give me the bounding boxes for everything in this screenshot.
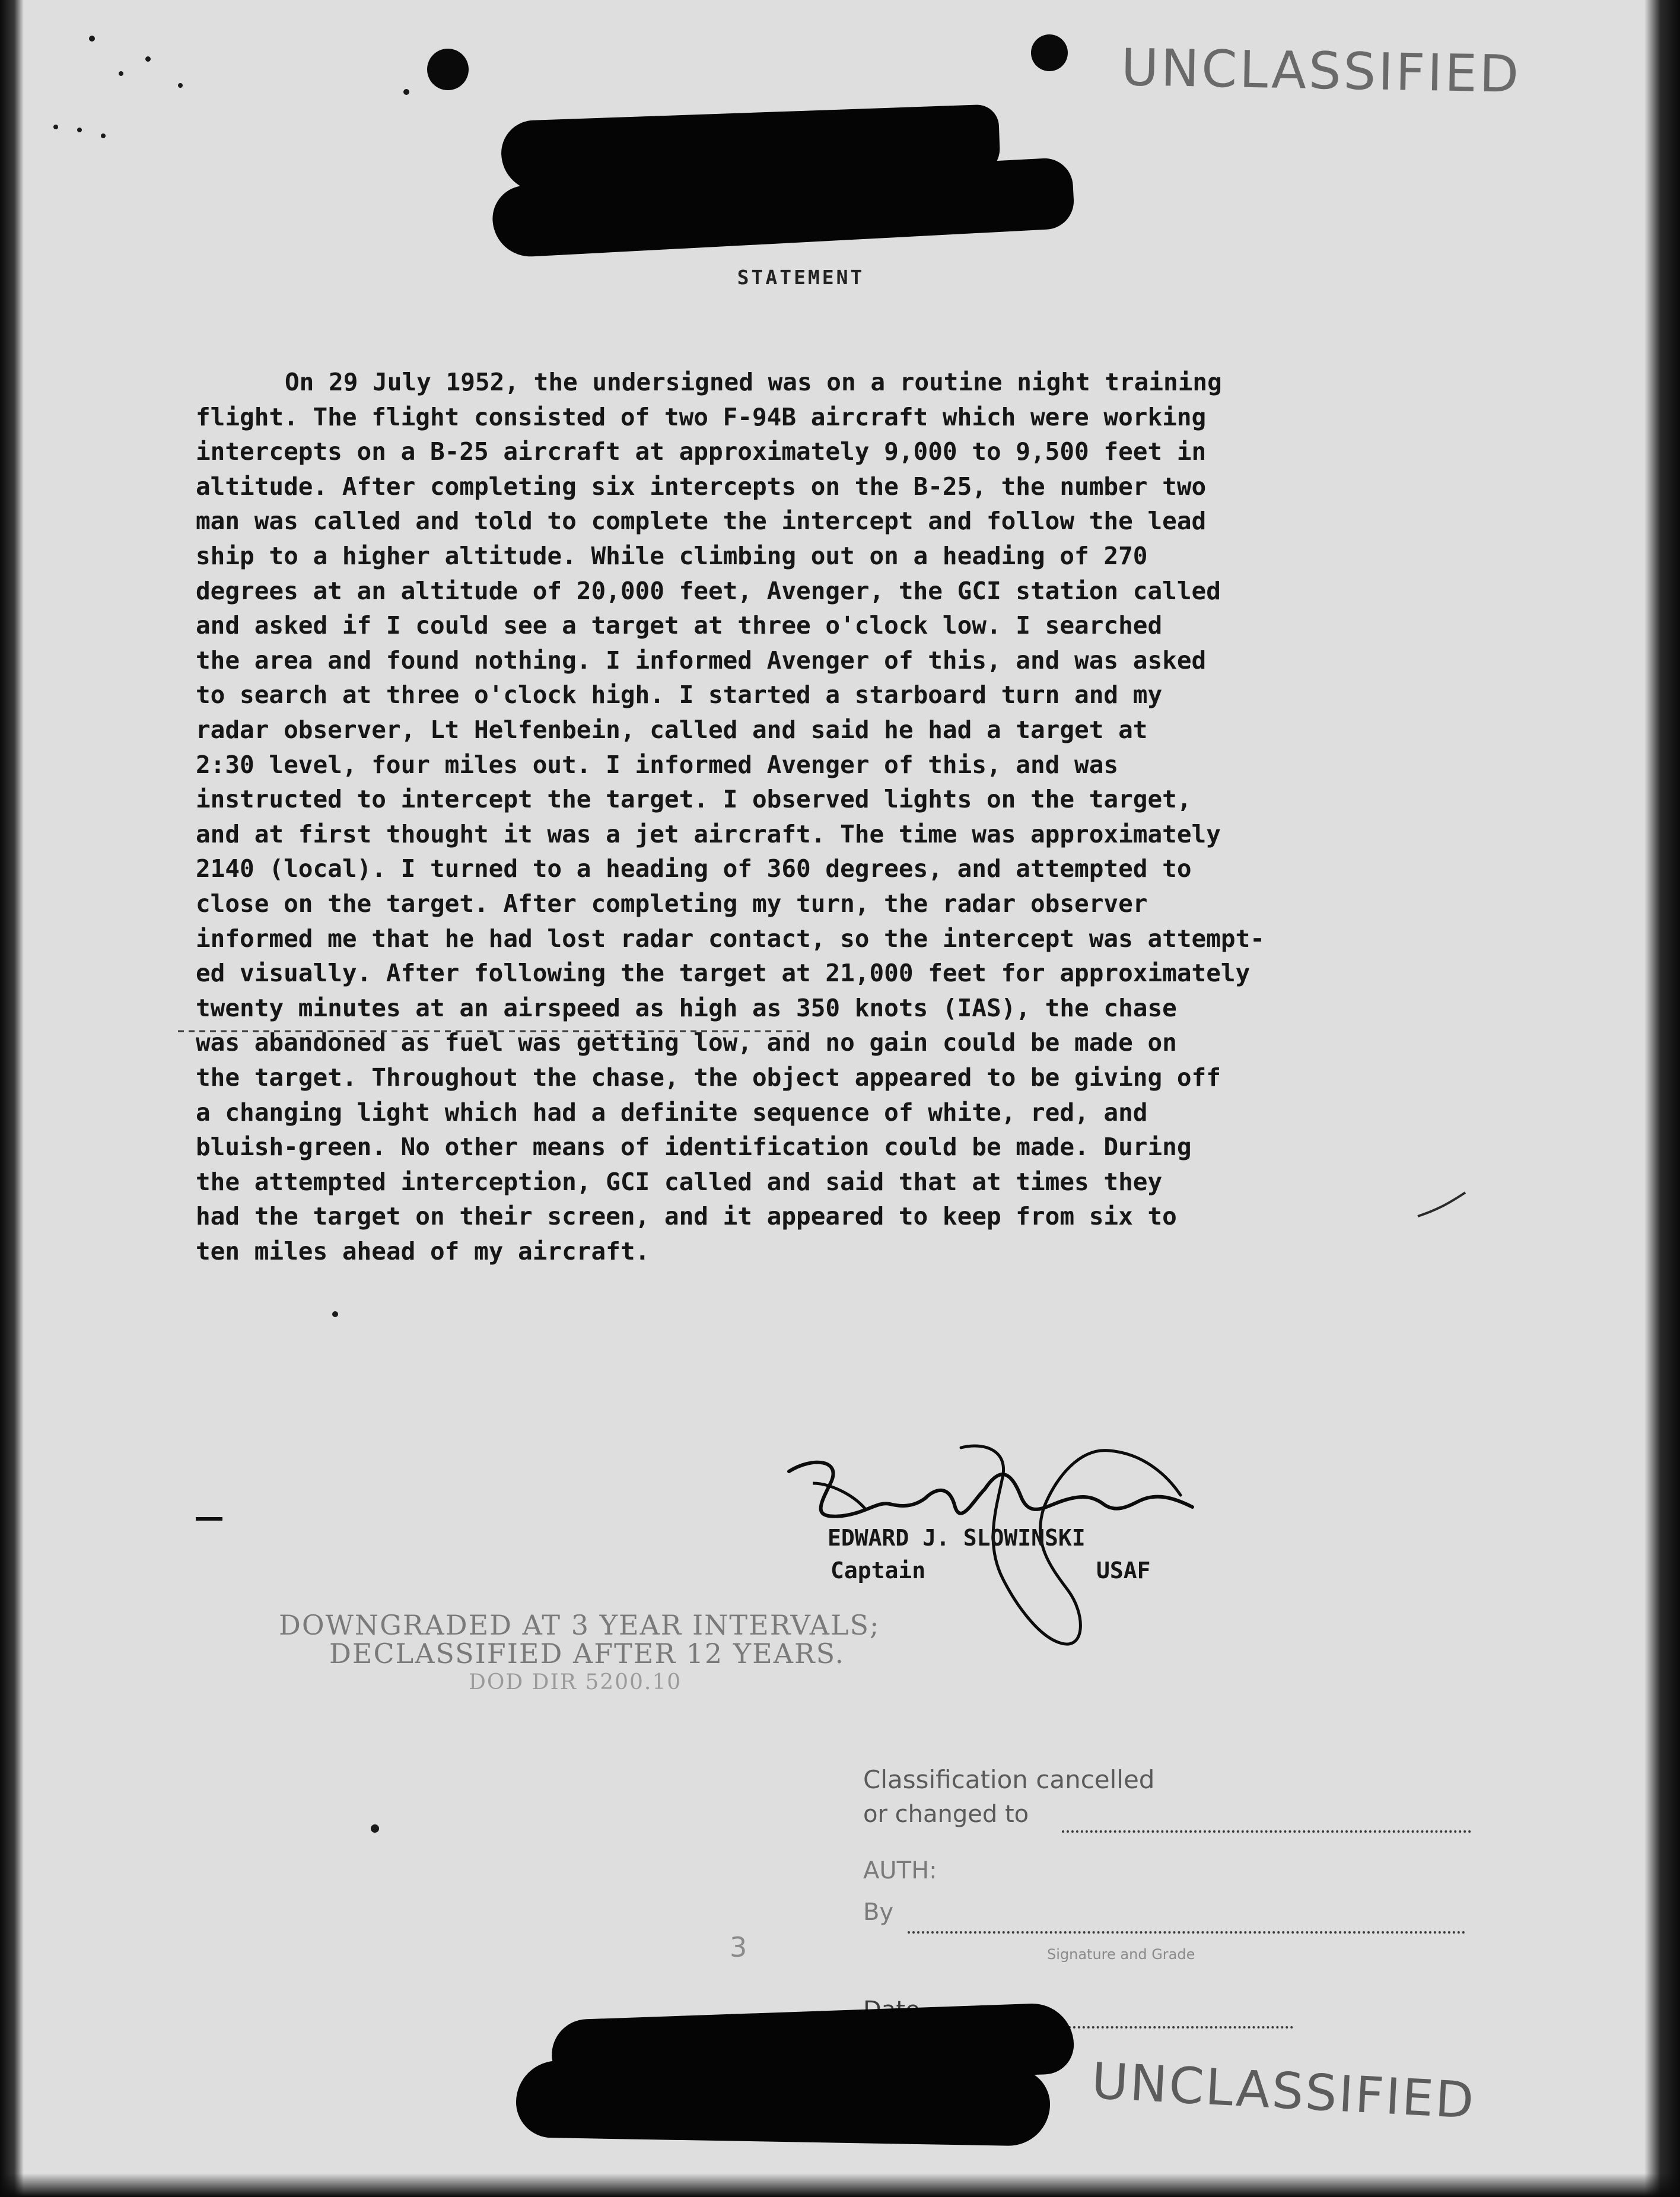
scan-speck [371,1824,379,1833]
statement-line: radar observer, Lt Helfenbein, called and said he had a target at [196,716,1148,744]
statement-line: man was called and told to complete the intercept and follow the lead [196,507,1207,536]
punch-hole-left [427,49,469,90]
statement-line: 2:30 level, four miles out. I informed Avenger of this, and was [196,750,1119,779]
statement-line: had the target on their screen, and it appeared to keep from six to [196,1202,1177,1231]
statement-line: degrees at an altitude of 20,000 feet, Avenger, the GCI station called [196,576,1221,605]
statement-line: altitude. After completing six intercepts on the B-25, the number two [196,472,1207,501]
page-number: 3 [730,1931,747,1963]
scan-speck [178,83,183,88]
classification-cancelled-label: Classification cancelled [863,1765,1155,1794]
statement-line: the area and found nothing. I informed Avenger of this, and was asked [196,646,1207,675]
unclassified-stamp-bottom: UNCLASSIFIED [1090,2052,1477,2130]
signer-service: USAF [1096,1557,1151,1584]
statement-line: was abandoned as fuel was getting low, and no gain could be made on [196,1028,1177,1057]
statement-line: 2140 (local). I turned to a heading of 360 degrees, and attempted to [196,854,1192,883]
redaction-bar-bottom [516,2060,1051,2147]
statement-line: and asked if I could see a target at three o'clock low. I searched [196,611,1163,640]
statement-line: informed me that he had lost radar contact, so the intercept was attempt- [196,924,1265,953]
by-field [908,1931,1465,1934]
statement-line: a changing light which had a definite sequence of white, red, and [196,1098,1148,1127]
scan-speck [89,36,95,42]
statement-line: intercepts on a B-25 aircraft at approximately 9,000 to 9,500 feet in [196,437,1207,466]
auth-label: AUTH: [863,1857,937,1884]
signature-grade-caption: Signature and Grade [1047,1946,1195,1963]
changed-to-field [1062,1830,1471,1833]
scan-speck [101,133,106,138]
statement-line: flight. The flight consisted of two F-94B aircraft which were working [196,402,1207,431]
scan-speck [145,56,151,62]
statement-line: bluish-green. No other means of identification could be made. During [196,1133,1192,1162]
scan-speck [119,71,123,76]
downgrade-stamp-line-1: DOWNGRADED AT 3 YEAR INTERVALS; [279,1609,880,1641]
statement-line: the target. Throughout the chase, the object appeared to be giving off [196,1063,1221,1092]
downgrade-stamp-line-3: DOD DIR 5200.10 [469,1670,682,1694]
scan-speck [53,125,58,129]
classification-changed-label: or changed to [863,1801,1029,1828]
signer-rank: Captain [831,1557,926,1584]
scan-edge-right [1644,0,1680,2197]
statement-line: On 29 July 1952, the undersigned was on a routine night training [285,368,1222,396]
scan-speck [332,1311,338,1317]
statement-line: ten miles ahead of my aircraft. [196,1237,650,1266]
statement-line: the attempted interception, GCI called and said that at times they [196,1167,1163,1196]
scan-edge-bottom [0,2173,1680,2197]
by-label: By [863,1899,894,1926]
scan-speck [403,89,409,95]
statement-line: ed visually. After following the target at 21,000 feet for approximately [196,959,1251,988]
unclassified-stamp-top: UNCLASSIFIED [1121,38,1522,104]
statement-line: and at first thought it was a jet aircraft. The time was approximately [196,819,1221,848]
scan-edge-left [0,0,24,2197]
statement-line: instructed to intercept the target. I observed lights on the target, [196,785,1192,814]
signer-name: EDWARD J. SLOWINSKI [828,1525,1086,1551]
document-title: STATEMENT [737,266,865,289]
downgrade-stamp-line-2: DECLASSIFIED AFTER 12 YEARS. [329,1638,845,1670]
statement-line: ship to a higher altitude. While climbing out on a heading of 270 [196,542,1148,570]
scan-speck [77,128,82,132]
punch-hole-right [1031,34,1068,71]
statement-line: close on the target. After completing my turn, the radar observer [196,889,1148,918]
statement-line: twenty minutes at an airspeed as high as 350 knots (IAS), the chase [196,993,1177,1022]
statement-line: to search at three o'clock high. I started a starboard turn and my [196,681,1163,710]
